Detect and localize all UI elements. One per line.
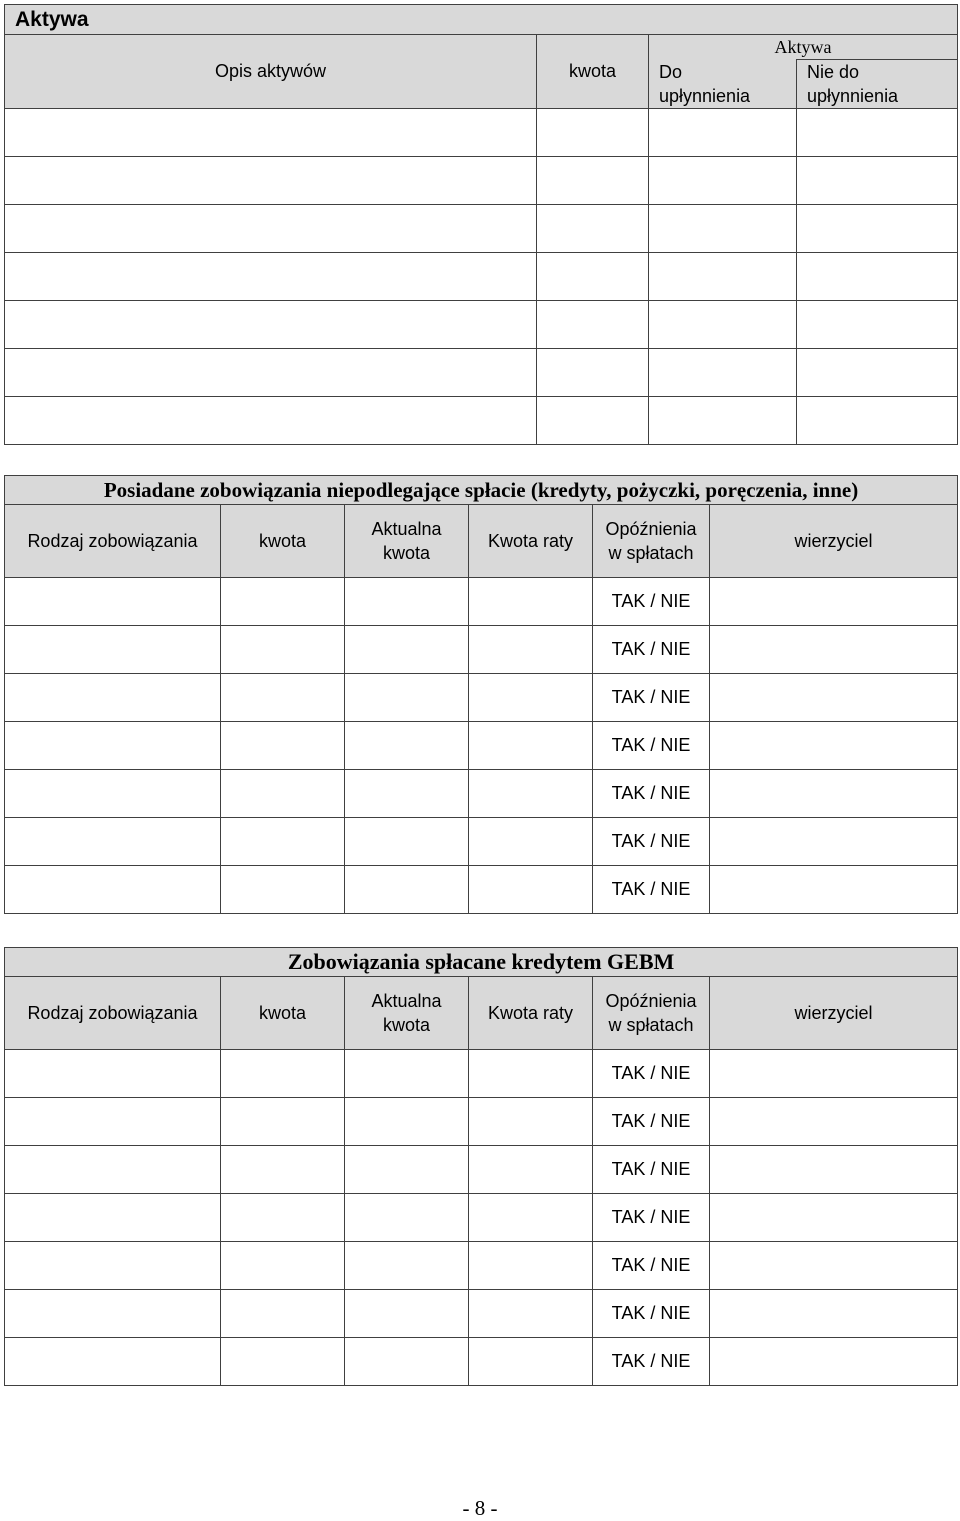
cell-kwota[interactable] bbox=[221, 626, 345, 674]
cell-aktualna-kwota[interactable] bbox=[345, 1146, 469, 1194]
cell-opis-aktywow[interactable] bbox=[5, 349, 537, 397]
cell-kwota-raty[interactable] bbox=[469, 674, 593, 722]
cell-rodzaj-zobowiazania[interactable] bbox=[5, 578, 221, 626]
aktywa-section bbox=[4, 4, 957, 445]
cell-rodzaj-zobowiazania[interactable] bbox=[5, 1098, 221, 1146]
cell-wierzyciel[interactable] bbox=[710, 578, 958, 626]
cell-kwota[interactable] bbox=[221, 1338, 345, 1386]
aktywa-title: Aktywa bbox=[5, 5, 958, 35]
col-opis-aktywow: Opis aktywów bbox=[5, 35, 537, 109]
page-number: - 8 - bbox=[462, 1496, 498, 1520]
cell-rodzaj-zobowiazania[interactable] bbox=[5, 770, 221, 818]
cell-aktualna-kwota[interactable] bbox=[345, 770, 469, 818]
cell-wierzyciel[interactable] bbox=[710, 770, 958, 818]
col-do-line2: upłynnienia bbox=[659, 85, 751, 106]
cell-rodzaj-zobowiazania[interactable] bbox=[5, 674, 221, 722]
col-opoznienia bbox=[593, 977, 710, 1050]
cell-nie-do-uplynnienia[interactable] bbox=[797, 157, 958, 205]
cell-aktualna-kwota[interactable] bbox=[345, 1098, 469, 1146]
cell-wierzyciel[interactable] bbox=[710, 1098, 958, 1146]
col-aktualna-line2: kwota bbox=[382, 1015, 431, 1035]
col-nie-do-uplynnienia bbox=[797, 60, 958, 109]
col-aktualna-kwota bbox=[345, 505, 469, 578]
cell-rodzaj-zobowiazania[interactable] bbox=[5, 866, 221, 914]
cell-do-uplynnienia[interactable] bbox=[649, 301, 797, 349]
table-row bbox=[5, 818, 958, 866]
col-do-uplynnienia bbox=[649, 60, 797, 109]
cell-nie-do-uplynnienia[interactable] bbox=[797, 109, 958, 157]
table-row bbox=[5, 674, 958, 722]
col-opoz-line2: w spłatach bbox=[608, 543, 694, 563]
col-opoznienia bbox=[593, 505, 710, 578]
cell-kwota[interactable] bbox=[537, 397, 649, 445]
cell-opoznienia[interactable]: TAK / NIE bbox=[593, 1242, 710, 1290]
cell-do-uplynnienia[interactable] bbox=[649, 157, 797, 205]
zobowiazania-title: Posiadane zobowiązania niepodlegające spłacie (kredyty, pożyczki, poręczenia, inne) bbox=[5, 476, 958, 505]
cell-opoznienia[interactable]: TAK / NIE bbox=[593, 1338, 710, 1386]
cell-kwota[interactable] bbox=[221, 818, 345, 866]
col-wierzyciel: wierzyciel bbox=[710, 977, 958, 1050]
cell-aktualna-kwota[interactable] bbox=[345, 674, 469, 722]
col-kwota-raty: Kwota raty bbox=[469, 977, 593, 1050]
cell-kwota-raty[interactable] bbox=[469, 722, 593, 770]
cell-wierzyciel[interactable] bbox=[710, 1194, 958, 1242]
cell-opoznienia[interactable]: TAK / NIE bbox=[593, 578, 710, 626]
cell-wierzyciel[interactable] bbox=[710, 818, 958, 866]
cell-rodzaj-zobowiazania[interactable] bbox=[5, 1338, 221, 1386]
cell-aktualna-kwota[interactable] bbox=[345, 1194, 469, 1242]
col-wierzyciel: wierzyciel bbox=[710, 505, 958, 578]
col-rodzaj-zobowiazania: Rodzaj zobowiązania bbox=[5, 505, 221, 578]
cell-rodzaj-zobowiazania[interactable] bbox=[5, 1146, 221, 1194]
cell-kwota-raty[interactable] bbox=[469, 1290, 593, 1338]
aktywa-row bbox=[5, 157, 958, 205]
cell-wierzyciel[interactable] bbox=[710, 1290, 958, 1338]
cell-wierzyciel[interactable] bbox=[710, 722, 958, 770]
cell-aktualna-kwota[interactable] bbox=[345, 722, 469, 770]
cell-opoznienia[interactable]: TAK / NIE bbox=[593, 722, 710, 770]
gebm-section bbox=[4, 947, 957, 1386]
cell-kwota-raty[interactable] bbox=[469, 1146, 593, 1194]
cell-aktualna-kwota[interactable] bbox=[345, 1050, 469, 1098]
cell-wierzyciel[interactable] bbox=[710, 1242, 958, 1290]
cell-rodzaj-zobowiazania[interactable] bbox=[5, 1242, 221, 1290]
table-row bbox=[5, 722, 958, 770]
cell-kwota[interactable] bbox=[221, 578, 345, 626]
cell-kwota[interactable] bbox=[221, 674, 345, 722]
cell-nie-do-uplynnienia[interactable] bbox=[797, 349, 958, 397]
cell-kwota-raty[interactable] bbox=[469, 770, 593, 818]
cell-opoznienia[interactable]: TAK / NIE bbox=[593, 626, 710, 674]
cell-opis-aktywow[interactable] bbox=[5, 157, 537, 205]
table-row bbox=[5, 770, 958, 818]
col-kwota: kwota bbox=[221, 505, 345, 578]
cell-kwota[interactable] bbox=[221, 1194, 345, 1242]
table-row bbox=[5, 1194, 958, 1242]
cell-rodzaj-zobowiazania[interactable] bbox=[5, 626, 221, 674]
col-kwota-raty: Kwota raty bbox=[469, 505, 593, 578]
cell-kwota[interactable] bbox=[221, 1050, 345, 1098]
cell-kwota-raty[interactable] bbox=[469, 626, 593, 674]
table-row bbox=[5, 578, 958, 626]
gebm-title: Zobowiązania spłacane kredytem GEBM bbox=[5, 948, 958, 977]
cell-kwota[interactable] bbox=[537, 157, 649, 205]
col-aktualna-kwota bbox=[345, 977, 469, 1050]
cell-aktualna-kwota[interactable] bbox=[345, 818, 469, 866]
col-aktualna-line1: Aktualna bbox=[371, 991, 442, 1011]
col-opoz-line1: Opóźnienia bbox=[605, 991, 697, 1011]
cell-kwota-raty[interactable] bbox=[469, 1242, 593, 1290]
col-aktualna-line1: Aktualna bbox=[371, 519, 442, 539]
cell-wierzyciel[interactable] bbox=[710, 1146, 958, 1194]
cell-wierzyciel[interactable] bbox=[710, 1050, 958, 1098]
aktywa-table bbox=[4, 4, 958, 445]
col-aktywa-group: Aktywa bbox=[649, 35, 958, 60]
cell-opis-aktywow[interactable] bbox=[5, 205, 537, 253]
cell-kwota[interactable] bbox=[537, 109, 649, 157]
col-do-line1: Do bbox=[659, 61, 683, 82]
aktywa-row bbox=[5, 205, 958, 253]
cell-do-uplynnienia[interactable] bbox=[649, 253, 797, 301]
table-row bbox=[5, 1098, 958, 1146]
cell-rodzaj-zobowiazania[interactable] bbox=[5, 1050, 221, 1098]
cell-wierzyciel[interactable] bbox=[710, 626, 958, 674]
cell-kwota-raty[interactable] bbox=[469, 818, 593, 866]
aktywa-row bbox=[5, 109, 958, 157]
cell-do-uplynnienia[interactable] bbox=[649, 205, 797, 253]
cell-kwota-raty[interactable] bbox=[469, 1194, 593, 1242]
cell-do-uplynnienia[interactable] bbox=[649, 349, 797, 397]
cell-aktualna-kwota[interactable] bbox=[345, 866, 469, 914]
table-row bbox=[5, 1050, 958, 1098]
aktywa-row bbox=[5, 301, 958, 349]
cell-nie-do-uplynnienia[interactable] bbox=[797, 301, 958, 349]
zobowiazania-rows bbox=[5, 578, 958, 914]
gebm-rows bbox=[5, 1050, 958, 1386]
cell-do-uplynnienia[interactable] bbox=[649, 397, 797, 445]
cell-opis-aktywow[interactable] bbox=[5, 253, 537, 301]
cell-opoznienia[interactable]: TAK / NIE bbox=[593, 818, 710, 866]
cell-kwota[interactable] bbox=[221, 1098, 345, 1146]
cell-wierzyciel[interactable] bbox=[710, 1338, 958, 1386]
col-nie-line2: upłynnienia bbox=[807, 86, 899, 106]
cell-opoznienia[interactable]: TAK / NIE bbox=[593, 1098, 710, 1146]
cell-aktualna-kwota[interactable] bbox=[345, 1290, 469, 1338]
cell-aktualna-kwota[interactable] bbox=[345, 626, 469, 674]
table-row bbox=[5, 626, 958, 674]
table-row bbox=[5, 1338, 958, 1386]
zobowiazania-section bbox=[4, 475, 957, 914]
cell-opis-aktywow[interactable] bbox=[5, 301, 537, 349]
cell-kwota[interactable] bbox=[537, 301, 649, 349]
cell-opoznienia[interactable]: TAK / NIE bbox=[593, 1290, 710, 1338]
cell-aktualna-kwota[interactable] bbox=[345, 1338, 469, 1386]
cell-aktualna-kwota[interactable] bbox=[345, 578, 469, 626]
col-opoz-line1: Opóźnienia bbox=[605, 519, 697, 539]
cell-opoznienia[interactable]: TAK / NIE bbox=[593, 770, 710, 818]
cell-kwota[interactable] bbox=[537, 349, 649, 397]
cell-opis-aktywow[interactable] bbox=[5, 109, 537, 157]
col-kwota: kwota bbox=[221, 977, 345, 1050]
cell-rodzaj-zobowiazania[interactable] bbox=[5, 722, 221, 770]
cell-rodzaj-zobowiazania[interactable] bbox=[5, 1290, 221, 1338]
cell-opoznienia[interactable]: TAK / NIE bbox=[593, 1194, 710, 1242]
cell-kwota-raty[interactable] bbox=[469, 1050, 593, 1098]
cell-kwota[interactable] bbox=[221, 1242, 345, 1290]
cell-do-uplynnienia[interactable] bbox=[649, 109, 797, 157]
aktywa-row bbox=[5, 349, 958, 397]
table-row bbox=[5, 1242, 958, 1290]
zobowiazania-table bbox=[4, 475, 958, 914]
col-aktualna-line2: kwota bbox=[382, 543, 431, 563]
aktywa-row bbox=[5, 253, 958, 301]
aktywa-rows bbox=[5, 109, 958, 445]
cell-nie-do-uplynnienia[interactable] bbox=[797, 205, 958, 253]
cell-rodzaj-zobowiazania[interactable] bbox=[5, 818, 221, 866]
cell-wierzyciel[interactable] bbox=[710, 866, 958, 914]
cell-opoznienia[interactable]: TAK / NIE bbox=[593, 1146, 710, 1194]
gebm-table bbox=[4, 947, 958, 1386]
cell-kwota-raty[interactable] bbox=[469, 866, 593, 914]
cell-kwota-raty[interactable] bbox=[469, 1098, 593, 1146]
cell-opoznienia[interactable]: TAK / NIE bbox=[593, 866, 710, 914]
cell-kwota[interactable] bbox=[221, 770, 345, 818]
cell-kwota[interactable] bbox=[537, 205, 649, 253]
cell-opoznienia[interactable]: TAK / NIE bbox=[593, 674, 710, 722]
cell-nie-do-uplynnienia[interactable] bbox=[797, 397, 958, 445]
cell-opoznienia[interactable]: TAK / NIE bbox=[593, 1050, 710, 1098]
table-row bbox=[5, 1290, 958, 1338]
cell-kwota[interactable] bbox=[221, 722, 345, 770]
table-row bbox=[5, 1146, 958, 1194]
col-rodzaj-zobowiazania: Rodzaj zobowiązania bbox=[5, 977, 221, 1050]
col-nie-line1: Nie do bbox=[807, 62, 860, 82]
cell-kwota[interactable] bbox=[221, 1290, 345, 1338]
cell-rodzaj-zobowiazania[interactable] bbox=[5, 1194, 221, 1242]
cell-opis-aktywow[interactable] bbox=[5, 397, 537, 445]
col-opoz-line2: w spłatach bbox=[608, 1015, 694, 1035]
cell-kwota[interactable] bbox=[221, 866, 345, 914]
cell-kwota-raty[interactable] bbox=[469, 1338, 593, 1386]
cell-kwota[interactable] bbox=[221, 1146, 345, 1194]
cell-kwota[interactable] bbox=[537, 253, 649, 301]
cell-aktualna-kwota[interactable] bbox=[345, 1242, 469, 1290]
aktywa-row bbox=[5, 397, 958, 445]
table-row bbox=[5, 866, 958, 914]
cell-kwota-raty[interactable] bbox=[469, 578, 593, 626]
col-kwota: kwota bbox=[537, 35, 649, 109]
cell-nie-do-uplynnienia[interactable] bbox=[797, 253, 958, 301]
cell-wierzyciel[interactable] bbox=[710, 674, 958, 722]
